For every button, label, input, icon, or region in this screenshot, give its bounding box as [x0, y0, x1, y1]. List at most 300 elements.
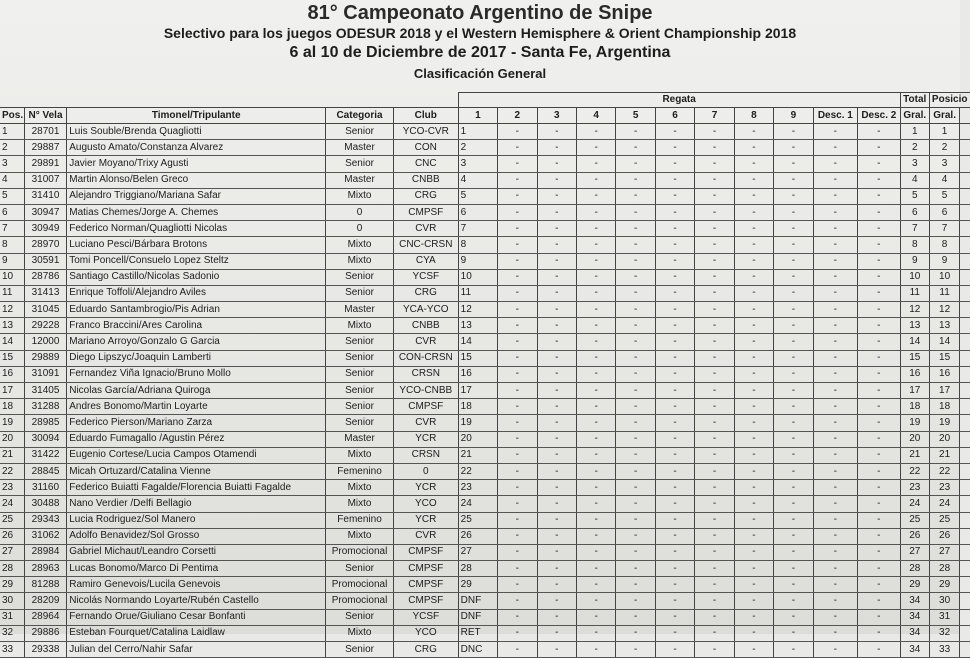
total-cell: 5 — [900, 188, 929, 204]
race-empty-cell: - — [498, 237, 537, 253]
position-cell: 3 — [0, 156, 24, 172]
position-cell: 5 — [0, 188, 24, 204]
race-empty-cell: - — [655, 318, 694, 334]
race-empty-cell: - — [655, 237, 694, 253]
total-cell: 2 — [900, 140, 929, 156]
sail-number-cell: 31288 — [24, 399, 66, 415]
race-empty-cell: - — [576, 528, 615, 544]
sail-number-cell: 30949 — [24, 221, 66, 237]
race-empty-cell: - — [695, 124, 734, 140]
race-1-cell: 8 — [458, 237, 497, 253]
race-empty-cell: - — [537, 269, 576, 285]
race-empty-cell: - — [498, 124, 537, 140]
race-empty-cell: - — [695, 561, 734, 577]
category-cell: Senior — [326, 383, 394, 399]
race-1-cell: 15 — [458, 350, 497, 366]
race-empty-cell: - — [537, 188, 576, 204]
club-cell: CYA — [393, 253, 458, 269]
race-empty-cell: - — [813, 140, 858, 156]
race-empty-cell: - — [498, 431, 537, 447]
table-row — [0, 302, 970, 318]
race-empty-cell: - — [498, 188, 537, 204]
race-empty-cell: - — [695, 204, 734, 220]
sail-number-cell: 29343 — [24, 512, 66, 528]
race-empty-cell: - — [537, 593, 576, 609]
race-empty-cell: - — [858, 544, 901, 560]
race-empty-cell: - — [498, 480, 537, 496]
sail-number-cell: 12000 — [24, 334, 66, 350]
crew-cell: Franco Braccini/Ares Carolina — [67, 318, 326, 334]
table-row — [0, 431, 970, 447]
total-cell: 11 — [900, 285, 929, 301]
sail-number-cell: 28701 — [24, 124, 66, 140]
race-1-cell: 12 — [458, 302, 497, 318]
race-empty-cell: - — [616, 463, 655, 479]
race-1-cell: 16 — [458, 366, 497, 382]
race-empty-cell: - — [734, 172, 773, 188]
race-empty-cell: - — [616, 415, 655, 431]
pos-header: Pos. — [0, 108, 24, 124]
race-empty-cell: - — [774, 172, 813, 188]
sail-number-cell: 29891 — [24, 156, 66, 172]
race-empty-cell: - — [858, 237, 901, 253]
category-cell: Senior — [326, 156, 394, 172]
race-empty-cell: - — [813, 253, 858, 269]
race-empty-cell: - — [813, 302, 858, 318]
race-empty-cell: - — [616, 124, 655, 140]
race-empty-cell: - — [655, 269, 694, 285]
race-empty-cell: - — [576, 544, 615, 560]
placing-cell: 26 — [929, 528, 959, 544]
race-empty-cell: - — [813, 528, 858, 544]
race-empty-cell: - — [576, 561, 615, 577]
race-empty-cell: - — [695, 285, 734, 301]
race-empty-cell: - — [616, 140, 655, 156]
race-1-cell: 19 — [458, 415, 497, 431]
race-empty-cell: - — [616, 156, 655, 172]
race-empty-cell: - — [774, 237, 813, 253]
table-row — [0, 140, 970, 156]
race-empty-cell: - — [498, 140, 537, 156]
race-empty-cell: - — [537, 172, 576, 188]
placing-cell: 7 — [929, 221, 959, 237]
crew-cell: Federico Pierson/Mariano Zarza — [67, 415, 326, 431]
race-empty-cell: - — [774, 480, 813, 496]
total-cell: 22 — [900, 463, 929, 479]
race-empty-cell: - — [858, 480, 901, 496]
race-empty-cell: - — [774, 642, 813, 658]
club-cell: YCO — [393, 625, 458, 641]
position-cell: 29 — [0, 577, 24, 593]
race-empty-cell: - — [734, 140, 773, 156]
crew-cell: Andres Bonomo/Martin Loyarte — [67, 399, 326, 415]
club-cell: CMPSF — [393, 544, 458, 560]
race-empty-cell: - — [616, 188, 655, 204]
category-cell: Femenino — [326, 463, 394, 479]
category-cell: Mixto — [326, 253, 394, 269]
race-empty-cell: - — [616, 318, 655, 334]
placing-cell: 16 — [929, 366, 959, 382]
race-1-cell: 25 — [458, 512, 497, 528]
total-cell: 12 — [900, 302, 929, 318]
race-empty-cell: - — [537, 431, 576, 447]
race-header: 9 — [774, 108, 813, 124]
race-empty-cell: - — [537, 447, 576, 463]
category-cell: Senior — [326, 124, 394, 140]
race-1-cell: 4 — [458, 172, 497, 188]
race-1-cell: 1 — [458, 124, 497, 140]
race-empty-cell: - — [576, 318, 615, 334]
sail-number-cell: 81288 — [24, 577, 66, 593]
race-empty-cell: - — [576, 383, 615, 399]
crew-cell: Augusto Amato/Constanza Alvarez — [67, 140, 326, 156]
race-1-cell: 14 — [458, 334, 497, 350]
placing-cell: 22 — [929, 463, 959, 479]
race-1-cell: 20 — [458, 431, 497, 447]
race-empty-cell: - — [576, 480, 615, 496]
race-empty-cell: - — [498, 269, 537, 285]
race-empty-cell: - — [813, 415, 858, 431]
race-empty-cell: - — [858, 577, 901, 593]
sail-number-cell: 30094 — [24, 431, 66, 447]
race-empty-cell: - — [576, 350, 615, 366]
race-empty-cell: - — [813, 577, 858, 593]
discard-header: Desc. 2 — [858, 108, 901, 124]
club-cell: CVR — [393, 334, 458, 350]
race-empty-cell: - — [813, 334, 858, 350]
category-cell: Promocional — [326, 593, 394, 609]
race-empty-cell: - — [655, 512, 694, 528]
race-empty-cell: - — [695, 156, 734, 172]
race-empty-cell: - — [576, 253, 615, 269]
race-empty-cell: - — [734, 463, 773, 479]
sail-number-cell: 31410 — [24, 188, 66, 204]
extra-cell — [960, 415, 970, 431]
table-row — [0, 625, 970, 641]
position-cell: 1 — [0, 124, 24, 140]
race-empty-cell: - — [774, 431, 813, 447]
race-empty-cell: - — [498, 350, 537, 366]
crew-cell: Mariano Arroyo/Gonzalo G Garcia — [67, 334, 326, 350]
total-cell: 4 — [900, 172, 929, 188]
position-cell: 10 — [0, 269, 24, 285]
race-empty-cell: - — [734, 302, 773, 318]
table-row — [0, 350, 970, 366]
category-cell: Senior — [326, 561, 394, 577]
club-cell: CRG — [393, 642, 458, 658]
total-cell: 27 — [900, 544, 929, 560]
race-empty-cell: - — [576, 609, 615, 625]
race-empty-cell: - — [576, 334, 615, 350]
race-empty-cell: - — [616, 253, 655, 269]
race-empty-cell: - — [858, 642, 901, 658]
race-empty-cell: - — [616, 642, 655, 658]
race-empty-cell: - — [813, 124, 858, 140]
race-empty-cell: - — [774, 383, 813, 399]
race-empty-cell: - — [537, 318, 576, 334]
category-cell: Master — [326, 302, 394, 318]
race-empty-cell: - — [576, 366, 615, 382]
race-empty-cell: - — [616, 431, 655, 447]
club-cell: YCR — [393, 512, 458, 528]
race-empty-cell: - — [774, 269, 813, 285]
race-empty-cell: - — [774, 447, 813, 463]
race-empty-cell: - — [695, 318, 734, 334]
race-1-cell: DNC — [458, 642, 497, 658]
category-cell: 0 — [326, 204, 394, 220]
position-cell: 7 — [0, 221, 24, 237]
total-header: Total — [900, 93, 929, 108]
total-cell: 21 — [900, 447, 929, 463]
table-row — [0, 221, 970, 237]
total-cell: 24 — [900, 496, 929, 512]
race-empty-cell: - — [695, 399, 734, 415]
race-empty-cell: - — [576, 431, 615, 447]
table-row — [0, 561, 970, 577]
race-empty-cell: - — [858, 302, 901, 318]
race-empty-cell: - — [655, 447, 694, 463]
table-row — [0, 415, 970, 431]
crew-cell: Fernando Orue/Giuliano Cesar Bonfanti — [67, 609, 326, 625]
race-empty-cell: - — [774, 463, 813, 479]
race-empty-cell: - — [734, 366, 773, 382]
race-empty-cell: - — [655, 188, 694, 204]
sail-number-cell: 29887 — [24, 140, 66, 156]
race-1-cell: 22 — [458, 463, 497, 479]
race-1-cell: 23 — [458, 480, 497, 496]
race-empty-cell: - — [774, 561, 813, 577]
race-empty-cell: - — [734, 318, 773, 334]
race-empty-cell: - — [774, 204, 813, 220]
sail-number-cell: 28786 — [24, 269, 66, 285]
club-cell: CMPSF — [393, 577, 458, 593]
crew-cell: Martin Alonso/Belen Greco — [67, 172, 326, 188]
race-empty-cell: - — [813, 512, 858, 528]
position-cell: 22 — [0, 463, 24, 479]
category-cell: Senior — [326, 399, 394, 415]
posicion-gral-header: Gral. — [929, 108, 959, 124]
race-empty-cell: - — [616, 237, 655, 253]
race-empty-cell: - — [537, 642, 576, 658]
race-empty-cell: - — [734, 528, 773, 544]
race-empty-cell: - — [655, 253, 694, 269]
placing-cell: 27 — [929, 544, 959, 560]
race-empty-cell: - — [774, 124, 813, 140]
race-empty-cell: - — [655, 302, 694, 318]
race-empty-cell: - — [655, 285, 694, 301]
club-cell: YCO-CVR — [393, 124, 458, 140]
extra-cell — [960, 463, 970, 479]
crew-cell: Eduardo Santambrogio/Pis Adrian — [67, 302, 326, 318]
total-cell: 26 — [900, 528, 929, 544]
race-empty-cell: - — [498, 642, 537, 658]
extra-cell — [960, 642, 970, 658]
category-cell: Senior — [326, 609, 394, 625]
total-cell: 9 — [900, 253, 929, 269]
race-empty-cell: - — [695, 366, 734, 382]
placing-cell: 13 — [929, 318, 959, 334]
total-cell: 23 — [900, 480, 929, 496]
race-empty-cell: - — [734, 480, 773, 496]
race-empty-cell: - — [734, 156, 773, 172]
category-cell: Senior — [326, 415, 394, 431]
club-cell: CNC — [393, 156, 458, 172]
sail-number-cell: 31160 — [24, 480, 66, 496]
club-cell: CRG — [393, 188, 458, 204]
posicion-extra-header — [960, 108, 970, 124]
club-cell: CVR — [393, 528, 458, 544]
crew-cell: Eugenio Cortese/Lucia Campos Otamendi — [67, 447, 326, 463]
race-empty-cell: - — [576, 415, 615, 431]
category-cell: Promocional — [326, 577, 394, 593]
race-empty-cell: - — [655, 609, 694, 625]
crew-cell: Federico Buiatti Fagalde/Florencia Buiatti Fagalde — [67, 480, 326, 496]
race-empty-cell: - — [616, 593, 655, 609]
total-cell: 8 — [900, 237, 929, 253]
club-cell: CRG — [393, 285, 458, 301]
crew-cell: Enrique Toffoli/Alejandro Aviles — [67, 285, 326, 301]
race-empty-cell: - — [734, 204, 773, 220]
total-cell: 15 — [900, 350, 929, 366]
race-empty-cell: - — [655, 221, 694, 237]
race-empty-cell: - — [576, 237, 615, 253]
race-1-cell: 10 — [458, 269, 497, 285]
placing-cell: 14 — [929, 334, 959, 350]
race-1-cell: 9 — [458, 253, 497, 269]
club-cell: CNBB — [393, 318, 458, 334]
race-1-cell: 21 — [458, 447, 497, 463]
race-empty-cell: - — [813, 399, 858, 415]
placing-cell: 2 — [929, 140, 959, 156]
race-empty-cell: - — [616, 399, 655, 415]
category-cell: Senior — [326, 269, 394, 285]
extra-cell — [960, 593, 970, 609]
page-title: 81° Campeonato Argentino de Snipe — [307, 2, 653, 24]
race-empty-cell: - — [813, 172, 858, 188]
crew-cell: Micah Ortuzard/Catalina Vienne — [67, 463, 326, 479]
extra-cell — [960, 188, 970, 204]
club-cell: YCSF — [393, 609, 458, 625]
race-1-cell: 18 — [458, 399, 497, 415]
race-empty-cell: - — [498, 625, 537, 641]
table-row — [0, 544, 970, 560]
race-empty-cell: - — [655, 480, 694, 496]
race-empty-cell: - — [695, 237, 734, 253]
position-cell: 26 — [0, 528, 24, 544]
table-row — [0, 318, 970, 334]
table-row — [0, 528, 970, 544]
race-empty-cell: - — [498, 172, 537, 188]
extra-cell — [960, 269, 970, 285]
race-empty-cell: - — [498, 528, 537, 544]
position-cell: 14 — [0, 334, 24, 350]
race-empty-cell: - — [774, 512, 813, 528]
race-empty-cell: - — [858, 431, 901, 447]
position-cell: 33 — [0, 642, 24, 658]
race-empty-cell: - — [616, 496, 655, 512]
race-empty-cell: - — [858, 447, 901, 463]
race-empty-cell: - — [616, 204, 655, 220]
race-empty-cell: - — [695, 528, 734, 544]
race-empty-cell: - — [537, 512, 576, 528]
race-empty-cell: - — [734, 415, 773, 431]
race-empty-cell: - — [734, 124, 773, 140]
race-empty-cell: - — [813, 625, 858, 641]
total-cell: 16 — [900, 366, 929, 382]
race-empty-cell: - — [858, 285, 901, 301]
race-empty-cell: - — [655, 350, 694, 366]
race-empty-cell: - — [774, 528, 813, 544]
race-empty-cell: - — [537, 383, 576, 399]
category-cell: Senior — [326, 366, 394, 382]
race-empty-cell: - — [537, 496, 576, 512]
total-cell: 3 — [900, 156, 929, 172]
club-cell: CVR — [393, 415, 458, 431]
race-empty-cell: - — [858, 140, 901, 156]
category-cell: Promocional — [326, 544, 394, 560]
race-empty-cell: - — [498, 285, 537, 301]
club-cell: CMPSF — [393, 593, 458, 609]
crew-cell: Julian del Cerro/Nahir Safar — [67, 642, 326, 658]
category-header: Categoria — [326, 108, 394, 124]
total-cell: 18 — [900, 399, 929, 415]
race-empty-cell: - — [734, 431, 773, 447]
race-empty-cell: - — [734, 285, 773, 301]
race-empty-cell: - — [498, 496, 537, 512]
race-empty-cell: - — [695, 642, 734, 658]
sail-number-cell: 29886 — [24, 625, 66, 641]
placing-cell: 32 — [929, 625, 959, 641]
table-row — [0, 512, 970, 528]
total-cell: 34 — [900, 625, 929, 641]
crew-cell: Ramiro Genevois/Lucila Genevois — [67, 577, 326, 593]
table-row — [0, 124, 970, 140]
race-empty-cell: - — [537, 302, 576, 318]
race-empty-cell: - — [695, 302, 734, 318]
sail-number-cell: 31413 — [24, 285, 66, 301]
table-row — [0, 496, 970, 512]
race-empty-cell: - — [734, 383, 773, 399]
race-empty-cell: - — [537, 350, 576, 366]
race-header: 7 — [695, 108, 734, 124]
race-empty-cell: - — [537, 399, 576, 415]
position-cell: 9 — [0, 253, 24, 269]
race-empty-cell: - — [858, 609, 901, 625]
race-empty-cell: - — [616, 609, 655, 625]
extra-cell — [960, 561, 970, 577]
total-cell: 20 — [900, 431, 929, 447]
race-header: 4 — [576, 108, 615, 124]
race-empty-cell: - — [734, 221, 773, 237]
race-empty-cell: - — [858, 625, 901, 641]
extra-cell — [960, 140, 970, 156]
race-empty-cell: - — [774, 415, 813, 431]
total-cell: 25 — [900, 512, 929, 528]
race-empty-cell: - — [655, 561, 694, 577]
club-cell: YCR — [393, 480, 458, 496]
extra-cell — [960, 302, 970, 318]
race-empty-cell: - — [695, 383, 734, 399]
position-cell: 24 — [0, 496, 24, 512]
race-empty-cell: - — [734, 544, 773, 560]
sail-number-cell: 30591 — [24, 253, 66, 269]
crew-cell: Fernandez Viña Ignacio/Bruno Mollo — [67, 366, 326, 382]
crew-cell: Nicolas García/Adriana Quiroga — [67, 383, 326, 399]
extra-cell — [960, 447, 970, 463]
crew-cell: Diego Lipszyc/Joaquin Lamberti — [67, 350, 326, 366]
race-empty-cell: - — [576, 512, 615, 528]
position-cell: 12 — [0, 302, 24, 318]
